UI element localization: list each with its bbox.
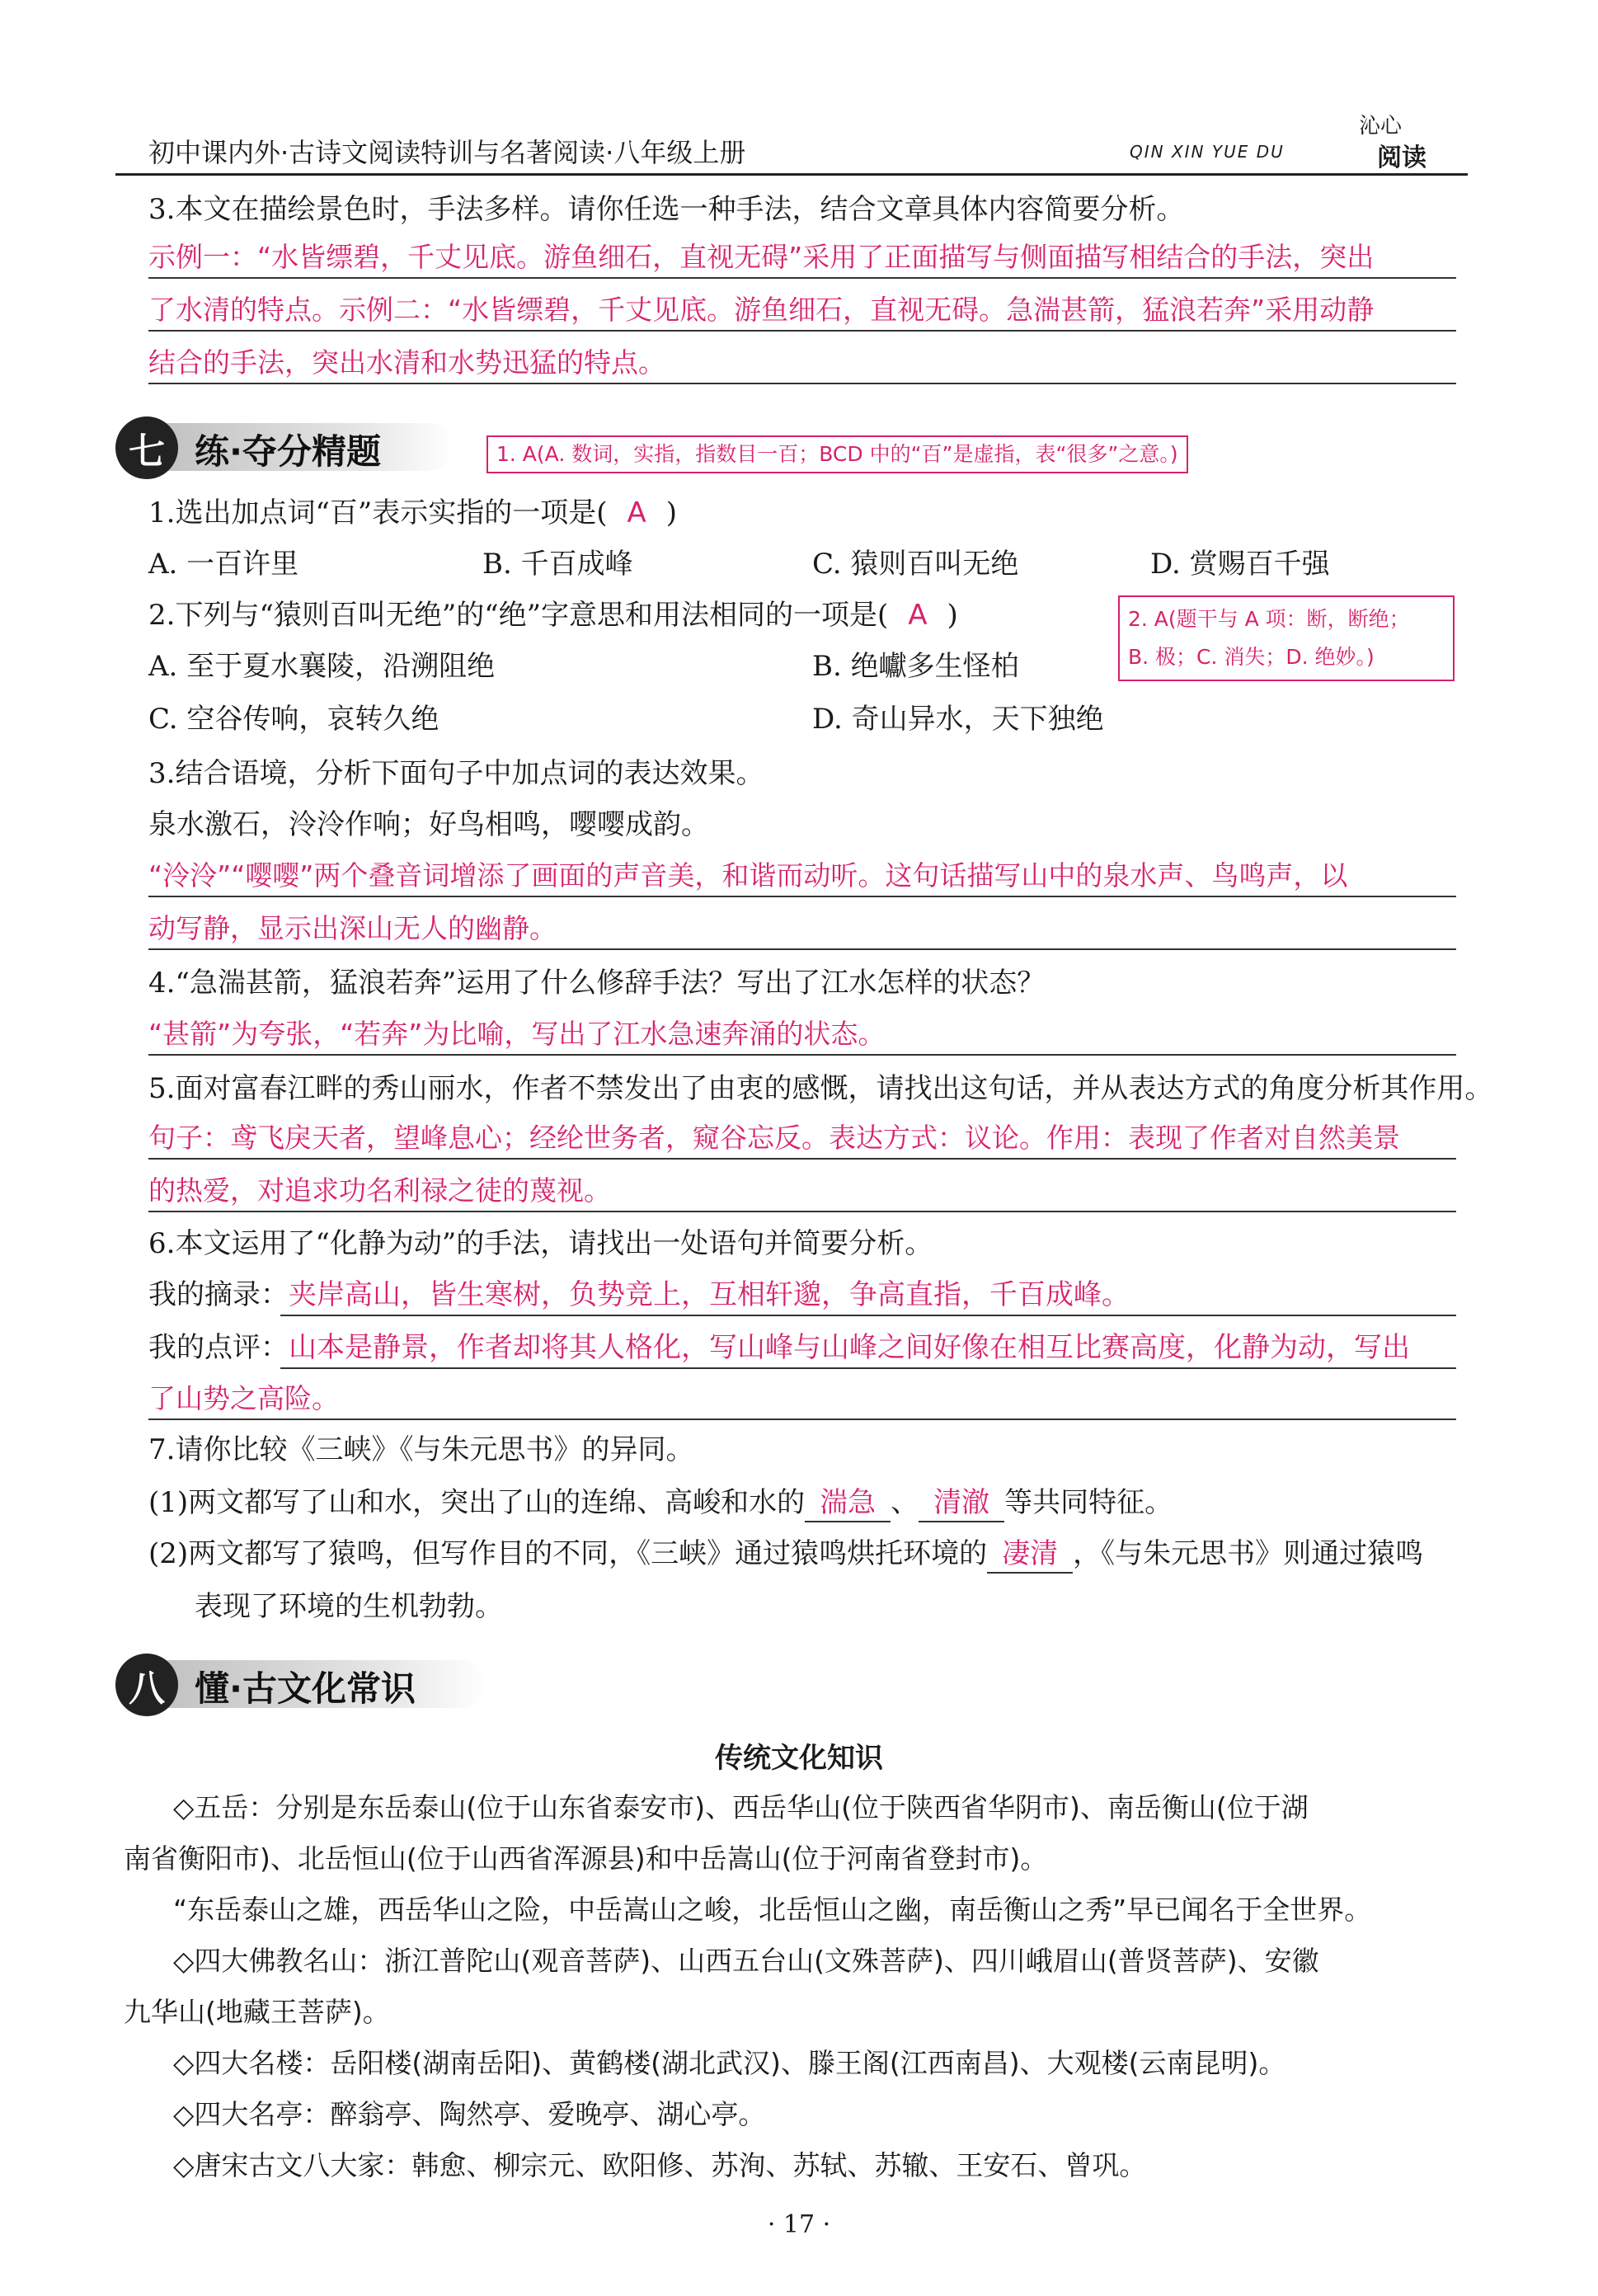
s7q7-p1-blank-1: 湍急	[805, 1484, 891, 1522]
answer-rule	[280, 1315, 1456, 1316]
answer-rule	[148, 948, 1456, 950]
s7q1-option-b: B. 千百成峰	[482, 548, 633, 581]
answer-rule	[148, 383, 1456, 384]
q3-answer-line-1: 示例一：“水皆缥碧，千丈见底。游鱼细石，直视无碍”采用了正面描写与侧面描写相结合的手法，突出	[148, 241, 1375, 273]
s7q6-excerpt: 夹岸高山，皆生寒树，负势竞上，互相轩邈，争高直指，千百成峰。	[289, 1278, 1130, 1311]
answer-rule	[148, 1054, 1456, 1056]
s7q2-stem-end: )	[947, 599, 958, 632]
culture-paragraph: ◇四大名亭：醉翁亭、陶然亭、爱晚亭、湖心亭。	[173, 2098, 766, 2130]
answer-rule	[148, 896, 1456, 897]
s7q2-option-a: A. 至于夏水襄陵，沿溯阻绝	[148, 650, 496, 683]
answer-rule	[148, 277, 1456, 279]
section-8-title: 懂·古文化常识	[195, 1668, 416, 1709]
s7q6-comment-line-1: 山本是静景，作者却将其人格化，写山峰与山峰之间好像在相互比赛高度，化静为动，写出	[289, 1331, 1410, 1364]
s7q1-stem-end: )	[665, 496, 677, 529]
s7q7-p1-blank-2: 清澈	[919, 1484, 1004, 1522]
s7q4-stem: 4.“急湍甚箭，猛浪若奔”运用了什么修辞手法？写出了江水怎样的状态？	[148, 967, 1046, 1000]
s7q2-answer-note	[1118, 595, 1455, 681]
s7q6-stem: 6.本文运用了“化静为动”的手法，请找出一处语句并简要分析。	[148, 1227, 933, 1260]
culture-paragraph: ◇四大佛教名山：浙江普陀山(观音菩萨)、山西五台山(文殊菩萨)、四川峨眉山(普贤菩萨)、安徽	[173, 1945, 1319, 1977]
section-7-title: 练·夺分精题	[195, 431, 381, 472]
s7q7-p2-before: (2)两文都写了猿鸣，但写作目的不同，《三峡》通过猿鸣烘托环境的	[148, 1537, 988, 1570]
s7q2-stem: 2.下列与“猿则百叫无绝”的“绝”字意思和用法相同的一项是(	[148, 599, 889, 632]
s7q7-p1-after: 等共同特征。	[1004, 1486, 1173, 1519]
answer-rule	[148, 330, 1456, 332]
s7q2-answer: A	[908, 599, 928, 632]
s7q6-excerpt-row	[148, 1277, 1130, 1313]
culture-paragraph: ◇唐宋古文八大家：韩愈、柳宗元、欧阳修、苏洵、苏轼、苏辙、王安石、曾巩。	[173, 2149, 1147, 2181]
answer-rule	[148, 1419, 1456, 1420]
culture-paragraph: “东岳泰山之雄，西岳华山之险，中岳嵩山之峻，北岳恒山之幽，南岳衡山之秀”早已闻名于全世界。	[173, 1894, 1372, 1926]
header-title: 初中课内外·古诗文阅读特训与名著阅读·八年级上册	[148, 137, 746, 168]
culture-paragraph: 九华山(地藏王菩萨)。	[124, 1996, 390, 2028]
culture-paragraph: 南省衡阳市)、北岳恒山(位于山西省浑源县)和中岳嵩山(位于河南省登封市)。	[124, 1842, 1048, 1875]
s7q2-note-line-2: B. 极；C. 消失；D. 绝妙。)	[1128, 645, 1375, 669]
answer-rule	[148, 1211, 1456, 1212]
s7q6-excerpt-label: 我的摘录：	[148, 1278, 289, 1311]
header-brand-top: 沁心	[1359, 114, 1403, 139]
s7q1-stem: 1.选出加点词“百”表示实指的一项是(	[148, 496, 608, 529]
s7q4-answer: “甚箭”为夸张，“若奔”为比喻，写出了江水急速奔涌的状态。	[148, 1018, 886, 1050]
s7q2-note-line-1: 2. A(题干与 A 项：断，断绝；	[1128, 607, 1410, 631]
s7q1-stem-row	[148, 495, 677, 531]
s7q3-stem: 3.结合语境，分析下面句子中加点词的表达效果。	[148, 757, 764, 790]
s7q1-option-d: D. 赏赐百千强	[1150, 548, 1330, 581]
s7q2-stem-row	[148, 597, 958, 633]
s7q2-option-c: C. 空谷传响，哀转久绝	[148, 703, 439, 736]
s7q6-comment-row	[148, 1329, 1410, 1366]
s7q5-answer-line-2: 的热爱，对追求功名利禄之徒的蔑视。	[148, 1174, 611, 1207]
culture-paragraph: ◇四大名楼：岳阳楼(湖南岳阳)、黄鹤楼(湖北武汉)、滕王阁(江西南昌)、大观楼(云南昆明)。	[173, 2047, 1286, 2079]
page-number: · 17 ·	[767, 2210, 831, 2239]
s7q1-option-a: A. 一百许里	[148, 548, 299, 581]
s7q2-option-d: D. 奇山异水，天下独绝	[812, 703, 1104, 736]
section-7-number: 七	[115, 416, 178, 479]
s7q5-stem: 5.面对富春江畔的秀山丽水，作者不禁发出了由衷的感慨，请找出这句话，并从表达方式的角度分析其作用。	[148, 1072, 1493, 1105]
s7q7-part-1	[148, 1484, 1173, 1522]
s7q6-comment-line-2: 了山势之高险。	[148, 1382, 339, 1414]
culture-heading: 传统文化知识	[715, 1742, 883, 1775]
q3-answer-line-2: 了水清的特点。示例二：“水皆缥碧，千丈见底。游鱼细石，直视无碍。急湍甚箭，猛浪若奔”采用动静	[148, 294, 1375, 326]
section-7-answer-note: 1. A(A. 数词，实指，指数目一百；BCD 中的“百”是虚指，表“很多”之意。)	[486, 435, 1188, 473]
header-rule	[115, 173, 1468, 176]
s7q3-quote: 泉水激石，泠泠作响；好鸟相鸣，嘤嘤成韵。	[148, 808, 709, 841]
s7q3-answer-line-1: “泠泠”“嘤嘤”两个叠音词增添了画面的声音美，和谐而动听。这句话描写山中的泉水声、鸟鸣声，以	[148, 859, 1348, 892]
answer-rule	[280, 1367, 1456, 1369]
s7q7-p2-after: ，《与朱元思书》则通过猿鸣	[1073, 1537, 1424, 1570]
s7q1-answer: A	[627, 496, 646, 529]
culture-paragraph: ◇五岳：分别是东岳泰山(位于山东省泰安市)、西岳华山(位于陕西省华阴市)、南岳衡山(位于湖	[173, 1791, 1309, 1823]
header-brand-pinyin: QIN XIN YUE DU	[1130, 142, 1285, 162]
s7q7-p1-before: (1)两文都写了山和水，突出了山的连绵、高峻和水的	[148, 1486, 806, 1519]
s7q7-stem: 7.请你比较《三峡》《与朱元思书》的异同。	[148, 1433, 694, 1466]
section-8-number: 八	[115, 1654, 178, 1716]
q3-question: 3.本文在描绘景色时，手法多样。请你任选一种手法，结合文章具体内容简要分析。	[148, 193, 1185, 226]
s7q7-part-2	[148, 1536, 1423, 1574]
s7q2-option-b: B. 绝巘多生怪柏	[812, 650, 1019, 683]
s7q7-p2-line-2: 表现了环境的生机勃勃。	[195, 1590, 503, 1623]
s7q7-p2-blank: 凄清	[987, 1536, 1073, 1574]
header-brand-bottom: 阅读	[1377, 144, 1426, 172]
section-8-banner	[115, 1654, 486, 1713]
q3-answer-line-3: 结合的手法，突出水清和水势迅猛的特点。	[148, 346, 665, 379]
page-header	[115, 114, 1468, 173]
section-7-banner	[115, 416, 462, 476]
answer-rule	[148, 1158, 1456, 1160]
s7q1-option-c: C. 猿则百叫无绝	[812, 548, 1019, 581]
s7q6-comment-label: 我的点评：	[148, 1331, 289, 1364]
s7q5-answer-line-1: 句子：鸢飞戾天者，望峰息心；经纶世务者，窥谷忘反。表达方式：议论。作用：表现了作者对自然美景	[148, 1122, 1400, 1154]
s7q7-p1-sep: 、	[891, 1486, 919, 1519]
s7q3-answer-line-2: 动写静，显示出深山无人的幽静。	[148, 912, 557, 944]
